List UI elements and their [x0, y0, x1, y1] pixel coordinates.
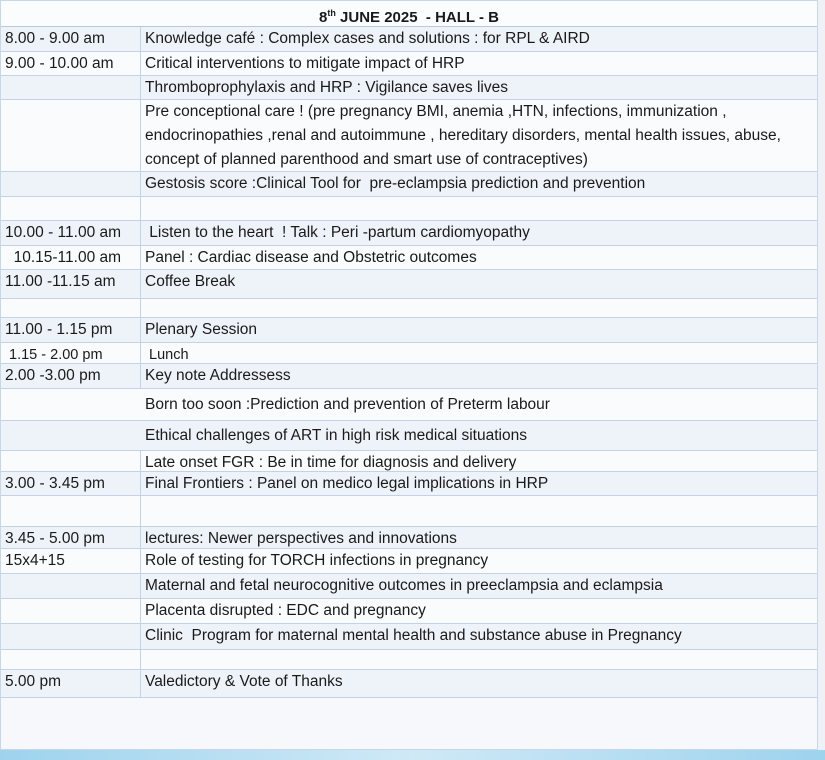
schedule-row: [1, 451, 817, 472]
schedule-row: [1, 364, 817, 389]
schedule-rows: [1, 27, 817, 698]
row-topic: Final Frontiers : Panel on medico legal implications in HRP: [145, 475, 549, 492]
row-topic: Listen to the heart ! Talk : Peri -partum cardiomyopathy: [145, 224, 530, 241]
row-topic: Critical interventions to mitigate impact of HRP: [145, 55, 465, 72]
schedule-row: [1, 100, 817, 172]
schedule-row: [1, 172, 817, 197]
row-topic: Pre conceptional care ! (pre pregnancy BMI, anemia ,HTN, infections, immunization , endocrinopathies ,renal and autoimmune , hereditary disorders, mental health issues, abuse, concept of planned parenthood and smart use of contraceptives): [145, 103, 781, 168]
row-topic: Maternal and fetal neurocognitive outcomes in preeclampsia and eclampsia: [145, 577, 663, 594]
row-topic: Gestosis score :Clinical Tool for pre-eclampsia prediction and prevention: [145, 175, 646, 192]
row-time: 10.00 - 11.00 am: [1, 221, 141, 245]
row-topic: Late onset FGR : Be in time for diagnosis and delivery: [145, 454, 517, 471]
title-day: 8: [319, 9, 328, 26]
schedule-row: [1, 472, 817, 496]
row-time: [1, 100, 141, 171]
row-time: [1, 599, 141, 623]
row-time: 3.45 - 5.00 pm: [1, 527, 141, 548]
row-time: 10.15-11.00 am: [1, 246, 141, 269]
row-topic: Valedictory & Vote of Thanks: [145, 673, 343, 690]
row-time: 11.00 -11.15 am: [1, 270, 141, 298]
row-time: [1, 451, 141, 471]
row-topic: Plenary Session: [145, 321, 258, 338]
row-time: [1, 574, 141, 598]
schedule-row: [1, 421, 817, 451]
row-time: 9.00 - 10.00 am: [1, 52, 141, 75]
schedule-row: [1, 343, 817, 364]
row-topic: Clinic Program for maternal mental health and substance abuse in Pregnancy: [145, 627, 682, 644]
row-time: [1, 496, 141, 526]
schedule-row: [1, 670, 817, 698]
title-ordinal: th: [327, 8, 336, 18]
schedule-row: [1, 389, 817, 421]
schedule-row: [1, 270, 817, 299]
schedule-row: [1, 624, 817, 650]
row-time: 15x4+15: [1, 549, 141, 573]
row-time: 8.00 - 9.00 am: [1, 27, 141, 51]
schedule-row: [1, 299, 817, 318]
row-time: 3.00 - 3.45 pm: [1, 472, 141, 495]
schedule-row: [1, 318, 817, 343]
schedule-row: [1, 599, 817, 624]
schedule-row: [1, 574, 817, 599]
row-time: [1, 76, 141, 99]
row-time: 11.00 - 1.15 pm: [1, 318, 141, 342]
bottom-border-decoration: [0, 750, 825, 760]
row-time: 1.15 - 2.00 pm: [1, 343, 141, 363]
row-topic: Placenta disrupted : EDC and pregnancy: [145, 602, 426, 619]
row-topic: Coffee Break: [145, 273, 236, 290]
schedule-row: [1, 496, 817, 527]
row-topic: [141, 650, 817, 669]
row-time: [1, 299, 141, 317]
row-topic: [141, 496, 817, 526]
schedule-row: [1, 197, 817, 221]
schedule-row: [1, 246, 817, 270]
row-topic: Role of testing for TORCH infections in pregnancy: [145, 552, 489, 569]
row-time: [1, 650, 141, 669]
row-topic: lectures: Newer perspectives and innovations: [145, 530, 457, 547]
schedule-row: [1, 52, 817, 76]
schedule-row: [1, 221, 817, 246]
row-time: 5.00 pm: [1, 670, 141, 697]
schedule-title: [1, 1, 817, 27]
row-time: [1, 624, 141, 649]
row-time: [1, 197, 141, 220]
schedule-row: [1, 527, 817, 549]
title-text: JUNE 2025 - HALL - B: [335, 9, 499, 26]
row-topic: Panel : Cardiac disease and Obstetric outcomes: [145, 249, 477, 266]
row-topic: [141, 299, 817, 317]
row-topic: Key note Addressess: [145, 367, 291, 384]
row-topic: Lunch: [145, 347, 189, 363]
row-time: 2.00 -3.00 pm: [1, 364, 141, 388]
schedule-row: [1, 76, 817, 100]
schedule-row: [1, 549, 817, 574]
row-topic: Thromboprophylaxis and HRP : Vigilance saves lives: [145, 79, 508, 96]
row-topic: Born too soon :Prediction and prevention of Preterm labour: [145, 395, 550, 413]
row-topic: [141, 197, 817, 220]
row-topic: Knowledge café : Complex cases and solutions : for RPL & AIRD: [145, 30, 590, 47]
schedule-row: [1, 27, 817, 52]
schedule-row: [1, 650, 817, 670]
row-time: [1, 172, 141, 196]
row-topic: Ethical challenges of ART in high risk medical situations: [145, 426, 527, 444]
